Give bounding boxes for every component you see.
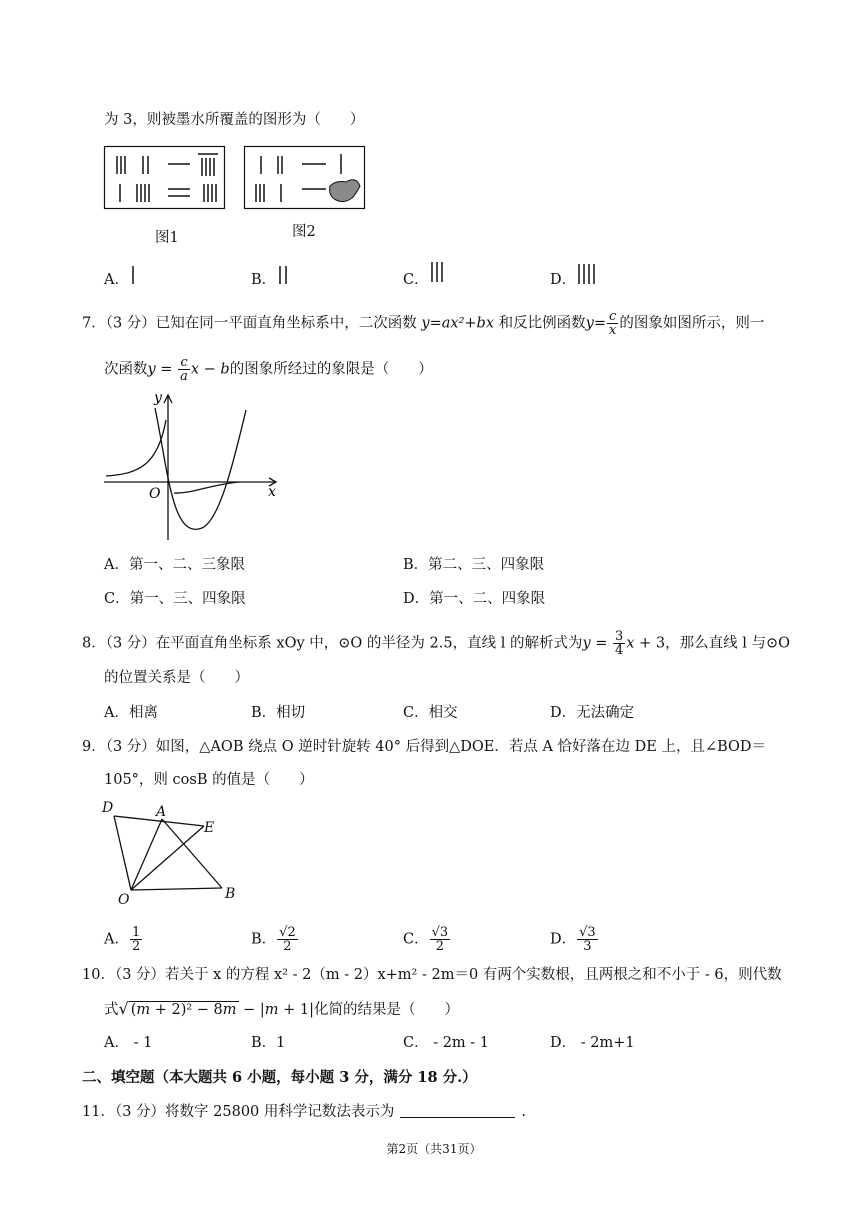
q9-option-b[interactable]: B． $\frac{√2}{2}$ bbox=[251, 925, 296, 954]
q8-option-c[interactable]: C．相交 bbox=[403, 705, 458, 721]
q7-option-d[interactable]: D．第一、二、四象限 bbox=[403, 591, 546, 607]
q7-option-a[interactable]: A．第一、二、三象限 bbox=[104, 557, 245, 573]
q8-line2: 的位置关系是（ ） bbox=[104, 670, 249, 686]
q9-option-c[interactable]: C． $\frac{√3}{2}$ bbox=[403, 925, 449, 954]
q10-option-c[interactable]: C． - 2m - 1 bbox=[403, 1035, 490, 1051]
q10-option-d[interactable]: D． - 2m+1 bbox=[550, 1035, 635, 1051]
point-o-label: O bbox=[118, 892, 130, 908]
q6-option-d[interactable]: D． bbox=[550, 272, 577, 288]
q6-text: 为 3，则被墨水所覆盖的图形为（ ） bbox=[104, 112, 365, 128]
q7-option-b[interactable]: B．第二、三、四象限 bbox=[403, 557, 545, 573]
q7-option-c[interactable]: C．第一、三、四象限 bbox=[104, 591, 246, 607]
q11-text: 11．（3 分）将数字 25800 用科学记数法表示为 . bbox=[82, 1104, 526, 1120]
q10-line1: 10．（3 分）若关于 x 的方程 x² - 2（m - 2）x+m² - 2m＝0 有两个实数根，且两根之和不小于 - 6，则代数 bbox=[82, 967, 782, 983]
q6-option-a[interactable]: A． bbox=[104, 272, 129, 288]
figure-2 bbox=[244, 146, 366, 210]
q9-figure bbox=[100, 798, 250, 910]
figure-1-label: 图1 bbox=[155, 230, 179, 246]
q8-option-b[interactable]: B．相切 bbox=[251, 705, 306, 721]
q9-option-d[interactable]: D． $\frac{√3}{3}$ bbox=[550, 925, 596, 954]
q7-graph bbox=[100, 390, 285, 545]
q10-option-a[interactable]: A． - 1 bbox=[104, 1035, 153, 1051]
page-footer: 第2页（共31页） bbox=[386, 1142, 482, 1156]
q10-option-b[interactable]: B．1 bbox=[251, 1035, 286, 1051]
q11-answer-blank[interactable] bbox=[400, 1117, 515, 1118]
point-e-label: E bbox=[204, 820, 215, 836]
figure-1 bbox=[104, 146, 226, 210]
q6-option-c[interactable]: C． bbox=[403, 272, 429, 288]
q8-line1: 8．（3 分）在平面直角坐标系 xOy 中，⊙O 的半径为 2.5，直线 l 的解析式为y = $\frac{3}{4}$ x + 3，那么直线 l 与⊙O bbox=[82, 629, 790, 658]
figure-2-label: 图2 bbox=[292, 224, 316, 240]
q7-line1: 7．（3 分）已知在同一平面直角坐标系中，二次函数 y=ax²+bx 和反比例函数y= $\frac{c}{x}$ 的图象如图所示，则一 bbox=[82, 309, 765, 338]
q9-line1: 9．（3 分）如图，△AOB 绕点 O 逆时针旋转 40° 后得到△DOE．若点 A 恰好落在边 DE 上，且∠BOD＝ bbox=[82, 739, 767, 755]
q7-line2: 次函数y = $\frac{c}{a}$ x − b的图象所经过的象限是（ ） bbox=[104, 355, 433, 384]
q9-line2: 105°，则 cosB 的值是（ ） bbox=[104, 772, 314, 788]
q8-option-d[interactable]: D．无法确定 bbox=[550, 705, 635, 721]
graph-origin-label: O bbox=[149, 486, 161, 502]
q9-option-a[interactable]: A． $\frac{1}{2}$ bbox=[104, 925, 141, 954]
point-d-label: D bbox=[102, 800, 114, 816]
graph-y-label: y bbox=[154, 390, 162, 406]
q6-option-b[interactable]: B． bbox=[251, 272, 277, 288]
point-a-label: A bbox=[156, 804, 167, 820]
section-2-heading: 二、填空题（本大题共 6 小题，每小题 3 分，满分 18 分.） bbox=[82, 1069, 477, 1086]
q10-line2: 式√ (m + 2)² − 8m − |m + 1|化简的结果是（ ） bbox=[104, 999, 460, 1018]
graph-x-label: x bbox=[268, 484, 276, 500]
q8-option-a[interactable]: A．相离 bbox=[104, 705, 158, 721]
point-b-label: B bbox=[225, 886, 236, 902]
